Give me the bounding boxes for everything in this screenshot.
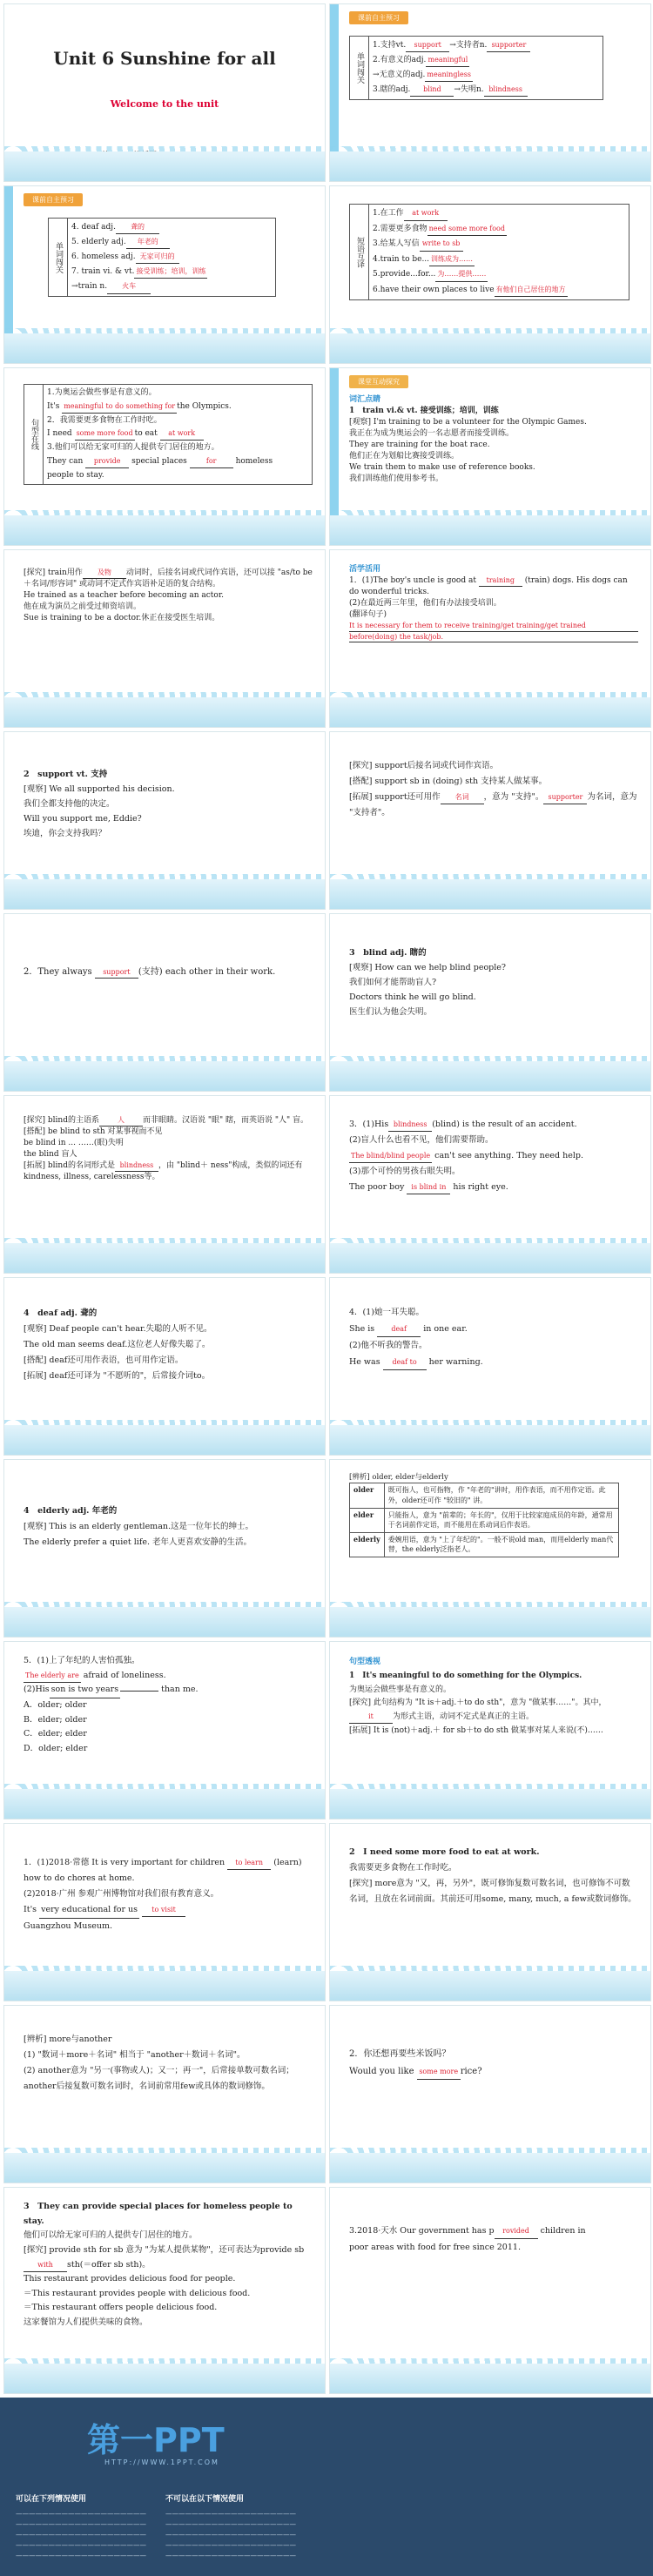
- phrase-item: 5.provide...for... 为……提供……: [373, 267, 625, 283]
- phrase-item: 3.给某人写信 write to sb: [373, 237, 625, 252]
- note: [拓展] deaf还可译为 "不愿听的"，后常接介词to。: [24, 1371, 211, 1382]
- entry-head: 2 support vt. 支持: [24, 770, 108, 779]
- tag-classroom: 课堂互动探究: [349, 375, 408, 388]
- vocab-table: [349, 36, 603, 100]
- phrase-item: 6.have their own places to live 有他们自己居住的地方: [373, 283, 625, 299]
- vocab-item: 6. homeless adj. 无家可归的: [71, 250, 272, 265]
- note: the blind 盲人: [24, 1150, 77, 1160]
- entry-head: 2 I need some more food to eat at work.: [349, 1847, 540, 1857]
- example: [观察] This is an elderly gentleman.这是一位年长的绅士。: [24, 1522, 253, 1532]
- exercise: (2)His son is two years than me.: [24, 1683, 313, 1698]
- note: [搭配] support sb in (doing) sth 支持某人做某事。: [349, 777, 548, 787]
- sentence-en: I need some more food to eat at work: [47, 427, 308, 441]
- sentence-table: [24, 384, 313, 485]
- slide-blind-exercise: [329, 1095, 651, 1274]
- example: 我们训练他们使用参考书。: [349, 474, 444, 484]
- example: 我正在为成为奥运会的一名志愿者而接受训练。: [349, 429, 515, 439]
- slide-pattern-exercise-3: [329, 2187, 651, 2394]
- exercise: (2)盲人什么也看不见，他们需要帮助。: [349, 1135, 494, 1146]
- entry-head: 3 blind adj. 瞎的: [349, 948, 427, 958]
- vertical-label: 短语互译: [350, 205, 369, 300]
- note: be blind in ... ……(眼)失明: [24, 1139, 124, 1148]
- example: [观察] Deaf people can't hear.失聪的人听不见。: [24, 1324, 212, 1335]
- sentence-en: It's meaningful to do something for the Olympics.: [47, 400, 308, 414]
- slide-blind-1: [329, 913, 651, 1092]
- example: The elderly prefer a quiet life. 老年人更喜欢安静的生活。: [24, 1537, 252, 1548]
- sentence-en: They can provide special places for homeless: [47, 455, 308, 469]
- slide-cover: [3, 3, 326, 182]
- slide-support-2: [329, 731, 651, 910]
- entry-head: 3 They can provide special places for homeless people to stay.: [24, 2202, 293, 2226]
- vocab-item: 2.有意义的adj. meaningful: [373, 53, 599, 68]
- example: The old man seems deaf.这位老人好像失聪了。: [24, 1340, 211, 1350]
- tag-preview: 课前自主预习: [349, 11, 408, 24]
- example: Doctors think he will go blind.: [349, 992, 476, 1003]
- note: [探究] support后接名词或代词作宾语。: [349, 761, 499, 770]
- note: [探究] 此句结构为 "It is＋adj.＋to do sth"，意为 "做某事……"。其中，it 为形式主语，动词不定式是真正的主语。: [349, 1697, 638, 1725]
- slide-pattern-2: [329, 1823, 651, 2001]
- example: We train them to make use of reference books.: [349, 463, 535, 473]
- example: [观察] How can we help blind people?: [349, 963, 506, 973]
- entry-head: 1 It's meaningful to do something for the Olympics.: [349, 1671, 582, 1680]
- slide-more-exercise: [329, 2005, 651, 2183]
- slide-support-1: [3, 731, 326, 910]
- exercise: 4．(1)她一耳失聪。: [349, 1308, 425, 1317]
- example: 这家餐馆为人们提供美味的食物。: [24, 2317, 148, 2327]
- table-row: elderly 委婉用语，意为 "上了年纪的"。一般不说old man，而用elderly man代替，the elderly泛指老人。: [350, 1532, 619, 1557]
- exercise: poor areas with food for free since 2011.: [349, 2243, 521, 2252]
- exercise: Guangzhou Museum.: [24, 1921, 113, 1932]
- compare-table: [349, 1483, 619, 1557]
- vocab-item: 3.瞎的adj. blind →失明n. blindness: [373, 83, 599, 98]
- answer: It is necessary for them to receive training/get training/get trained: [349, 621, 638, 632]
- section-head: 句型透视: [349, 1658, 381, 1666]
- exercise: 3．(1)His blindness (blind) is the result of an accident.: [349, 1117, 638, 1133]
- example: 为奥运会做些事是有意义的。: [349, 1685, 452, 1694]
- example: 他们可以给无家可归的人提供专门居住的地方。: [24, 2230, 198, 2241]
- note: [拓展] blind的名词形式是 blindness ，由 "blind＋ ness"构成，类似的词还有kindness, illness, carelessness等。: [24, 1161, 303, 1182]
- slide-blind-2: [3, 1095, 326, 1274]
- slide-vocab-1: [329, 3, 651, 182]
- exercise: 2．你还想再要些米饭吗？: [349, 2049, 451, 2059]
- slide-phrases: [329, 185, 651, 364]
- slide-train-1: [329, 367, 651, 546]
- exercise: Would you like some more rice?: [349, 2063, 638, 2081]
- option[interactable]: C．elder; elder: [24, 1729, 87, 1739]
- tag-preview: 课前自主预习: [24, 193, 83, 206]
- phrase-item: 1.在工作 at work: [373, 206, 625, 222]
- example: 医生们认为他会失明。: [349, 1007, 433, 1018]
- compare-head: [辨析] more与another: [24, 2035, 112, 2044]
- compare-head: [辨析] older, elder与elderly: [349, 1473, 448, 1482]
- example: 他在成为演员之前受过师资培训。: [24, 602, 142, 612]
- vocab-item: →无意义的adj. meaningless: [373, 68, 599, 83]
- phrase-table: [349, 204, 629, 300]
- slide-elderly-exercise: [3, 1641, 326, 1819]
- example: 我们如何才能帮助盲人?: [349, 978, 437, 988]
- section-head: 词汇点睛: [349, 395, 381, 404]
- table-row: elder 只能指人，意为 "前辈的；年长的"，仅用于比较家庭成员的年龄，通常用于名词前作定语，而不能用在系动词后作表语。: [350, 1508, 619, 1532]
- exercise: (2)他不听我的警告。: [349, 1341, 427, 1350]
- entry-head: 4 deaf adj. 聋的: [24, 1308, 98, 1318]
- vertical-label: 句型在线: [24, 385, 44, 485]
- sentence-cn: 3.他们可以给无家可归的人提供专门居住的地方。: [47, 443, 219, 452]
- entry-head: 1 train vi.& vt. 接受训练；培训，训练: [349, 407, 499, 416]
- slide-vocab-2: [3, 185, 326, 364]
- note: [拓展] It is (not)＋adj.＋ for sb＋to do sth 做某事对某人来说(不)……: [349, 1725, 603, 1735]
- exercise: 1．(1)The boy's uncle is good at training (train) dogs. His dogs can do wonderful tricks.: [349, 576, 628, 597]
- exercise: 5．(1)上了年纪的人害怕孤独。: [24, 1656, 140, 1665]
- slide-pattern-3: [3, 2187, 326, 2394]
- sentence-cn: 1.为奥运会做些事是有意义的。: [47, 388, 157, 397]
- slide-elderly-compare: [329, 1459, 651, 1638]
- footer-banner: [0, 2398, 653, 2576]
- usage-allowed: 可以在下列情况使用 ———————————————————— ———————————————————— ———————————————————— ———————————————————— ————————————————————: [16, 2495, 146, 2560]
- example: ＝This restaurant provides people with delicious food.: [24, 2288, 251, 2298]
- exercise: 1．(1)2018·常德 It is very important for children to learn (learn) how to do chores at home.: [24, 1858, 302, 1884]
- vocab-item: 1.支持vt. support →支持者n. supporter: [373, 38, 599, 53]
- note: [探究] blind的主语系 人 而非眼睛。汉语说 "眼" 瞎，而英语说 "人" 盲。: [24, 1116, 308, 1125]
- exercise: The elderly are afraid of loneliness.: [24, 1669, 313, 1684]
- vocab-item: →train n. 火车: [71, 279, 272, 294]
- cover-title: Unit 6 Sunshine for all: [53, 48, 276, 69]
- example: 他们正在为划船比赛接受训练。: [349, 452, 460, 461]
- vertical-label: 单词闯关: [49, 219, 68, 297]
- section-head: 活学活用: [349, 565, 381, 574]
- example: He trained as a teacher before becoming an actor.: [24, 591, 224, 601]
- note: [搭配] be blind to sth 对某事视而不见: [24, 1127, 163, 1137]
- note: (2) another意为 "另一(事物或人)；又一；再一"，后常接单数可数名词；another后接复数可数名词时，名词前常用few或具体的数词修饰。: [24, 2066, 294, 2092]
- example: ＝This restaurant offers people delicious food.: [24, 2303, 218, 2313]
- exercise: It's very educational for us to visit: [24, 1902, 313, 1919]
- example: Sue is training to be a doctor.休正在接受医生培训。: [24, 614, 220, 623]
- exercise: 3.2018·天水 Our government has p rovided children in: [349, 2223, 638, 2239]
- example: They are training for the boat race.: [349, 441, 490, 450]
- vocab-table: [48, 218, 276, 297]
- entry-head: 4 elderly adj. 年老的: [24, 1506, 118, 1516]
- exercise: 2．They always support (支持) each other in their work.: [24, 967, 276, 977]
- slide-train-exercise: [329, 549, 651, 728]
- example: 我们全都支持他的决定。: [24, 799, 115, 810]
- exercise: (2)在最近两三年里，他们有办法接受培训。: [349, 599, 502, 609]
- phrase-item: 2.需要更多食物 need some more food: [373, 222, 625, 238]
- vertical-label: 单词闯关: [350, 37, 369, 100]
- example: [观察] I'm training to be a volunteer for the Olympic Games.: [349, 418, 587, 427]
- slide-deaf-exercise: [329, 1277, 651, 1456]
- note: [探究] more意为 "又，再，另外"，既可修饰复数可数名词，也可修饰不可数名词，且放在名词前面。其前还可用some, many, much, a few或数词修饰。: [349, 1879, 636, 1905]
- slide-elderly-1: [3, 1459, 326, 1638]
- slide-pattern-1: [329, 1641, 651, 1819]
- exercise: (3)那个可怜的男孩右眼失明。: [349, 1167, 461, 1177]
- note: [探究] provide sth for sb 意为 "为某人提供某物"，还可表达为provide sbwith sth(＝offer sb sth)。: [24, 2243, 313, 2272]
- example: 埃迪，你会支持我吗？: [24, 829, 107, 839]
- note: [搭配] deaf还可用作表语，也可用作定语。: [24, 1355, 184, 1366]
- option[interactable]: D．older; elder: [24, 1743, 88, 1753]
- note: [探究] train用作 及物 动词时，后接名词或代词作宾语，还可以接 "as/to be＋名词/形容词" 或动词不定式作宾语补足语的复合结构。: [24, 568, 313, 589]
- vocab-item: 4. deaf adj. 聋的: [71, 220, 272, 235]
- example: 我需要更多食物在工作时吃。: [349, 1863, 457, 1873]
- slide-deaf-1: [3, 1277, 326, 1456]
- exercise: She is deaf in one ear.: [349, 1321, 638, 1337]
- option[interactable]: B．elder; older: [24, 1714, 87, 1725]
- exercise: (翻译句子): [349, 610, 387, 620]
- exercise: The poor boy is blind in his right eye.: [349, 1180, 638, 1195]
- vocab-item: 7. train vi. & vt. 接受训练；培训，训练: [71, 265, 272, 279]
- site-logo: 第一PPT: [87, 2421, 225, 2459]
- slide-support-exercise: [3, 913, 326, 1092]
- site-url[interactable]: HTTP://WWW.1PPT.COM: [104, 2458, 219, 2466]
- slide-pattern-exercise-1: [3, 1823, 326, 2001]
- slide-sentences: [3, 367, 326, 546]
- example: Will you support me, Eddie?: [24, 814, 142, 824]
- note: [拓展] support还可用作 名词 ，意为 "支持"。 supporter 为名词，意为 "支持者"。: [349, 792, 637, 818]
- answer: before(doing) the task/job.: [349, 632, 638, 643]
- cover-subtitle: Welcome to the unit: [110, 98, 219, 110]
- vocab-item: 5. elderly adj. 年老的: [71, 235, 272, 250]
- slide-train-2: [3, 549, 326, 728]
- example: This restaurant provides delicious food for people.: [24, 2274, 236, 2284]
- sentence-cn: 2．我需要更多食物在工作时吃。: [47, 415, 162, 425]
- usage-forbidden: 不可以在以下情况使用 ———————————————————— ———————————————————— ———————————————————— ———————————————————— ————————————————————: [165, 2495, 296, 2560]
- example: [观察] We all supported his decision.: [24, 784, 175, 795]
- exercise: He was deaf to her warning.: [349, 1354, 638, 1370]
- exercise: (2)2018·广州 参观广州博物馆对我们很有教育意义。: [24, 1889, 219, 1900]
- slide-more-another: [3, 2005, 326, 2183]
- table-row: older 既可指人，也可指物，作 "年老的"讲时，用作表语，而不用作定语。此外，older还可作 "较旧的" 讲。: [350, 1483, 619, 1508]
- note: (1) "数词＋more＋名词" 相当于 "another＋数词＋名词"。: [24, 2050, 246, 2061]
- phrase-item: 4.train to be... 训练成为……: [373, 252, 625, 268]
- option[interactable]: A．older; older: [24, 1699, 87, 1710]
- sentence-en: people to stay.: [47, 470, 104, 480]
- exercise: The blind/blind people can't see anything. They need help.: [349, 1148, 638, 1164]
